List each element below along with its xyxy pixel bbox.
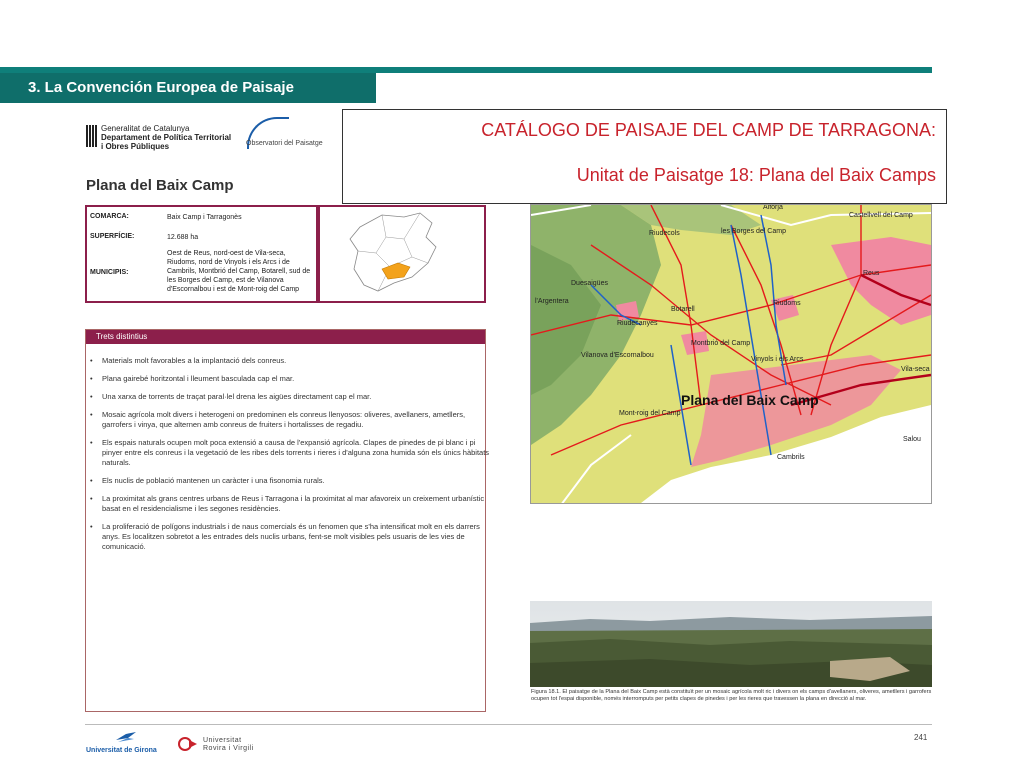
gencat-line-1: Generalitat de Catalunya <box>101 124 190 133</box>
landscape-photo-graphic <box>530 601 932 687</box>
place-label: Alforja <box>763 205 783 211</box>
info-table <box>85 205 318 303</box>
photo-caption: Figura 18.1. El paisatge de la Plana del Baix Camp està constituït per un mosaic agrícola molt ric i divers on els camps d'avellaners, oliveres, ametllers i garrofers ocupen tot l'espai disponible, només interromputs per petits clapes de pinedes i per les rieres que travessen la plana en direcció al mar. <box>531 689 932 702</box>
gencat-line-2: Departament de Política Territorial <box>101 133 232 142</box>
traits-heading: Trets distintius <box>86 330 485 344</box>
unit-name-heading: Plana del Baix Camp <box>86 177 234 194</box>
locator-map-graphic <box>320 207 484 301</box>
place-label: les Borges del Camp <box>721 228 786 235</box>
urv-line-2: Rovira i Virgili <box>203 745 254 752</box>
landscape-unit-map <box>530 204 932 504</box>
municipis-label: MUNICIPIS: <box>90 269 129 276</box>
place-label: Mont-roig del Camp <box>619 410 681 417</box>
trait-item: • Una xarxa de torrents de traçat paral·lel drena les aigües directament cap el mar. <box>102 392 494 402</box>
locator-map <box>318 205 486 303</box>
trait-item: • La proliferació de polígons industrials i de naus comercials és un fenomen que s'ha intensificat molt en els darrers anys. Es localitzen sobretot a les entrades dels nuclis urbans, fent-se molt visibles pels usuaris de les vies de comunicació. <box>102 522 494 552</box>
place-label: Riudoms <box>773 300 801 307</box>
urv-line-1: Universitat <box>203 737 242 744</box>
catalogue-title-line-2: Unitat de Paisatge 18: Plana del Baix Camps <box>576 165 936 185</box>
place-label: Reus <box>863 270 880 277</box>
traits-panel <box>85 329 490 712</box>
gencat-logo-text <box>101 124 231 151</box>
place-label: Montbrió del Camp <box>691 340 751 347</box>
landscape-photo <box>530 601 932 687</box>
catalogue-title-line-1: CATÁLOGO DE PAISAJE DEL CAMP DE TARRAGONA: <box>481 120 936 140</box>
trait-item: • Plana gairebé horitzontal i lleument basculada cap el mar. <box>102 374 494 384</box>
comarca-value: Baix Camp i Tarragonès <box>167 214 242 221</box>
page-number: 241 <box>914 733 928 742</box>
place-label: Vila-seca <box>901 366 930 373</box>
place-label: Vinyols i els Arcs <box>751 356 804 363</box>
footer-rule <box>85 724 932 725</box>
place-label: Riudecols <box>649 230 680 237</box>
place-label: Duesaigües <box>571 280 608 287</box>
place-label: l'Argentera <box>535 298 569 305</box>
urv-logo-icon <box>178 737 198 751</box>
gencat-logo-icon <box>86 125 98 147</box>
trait-item: • Mosaic agrícola molt divers i heterogeni on predominen els conreus llenyosos: oliveres, avellaners, ametllers, garrofers i vinya, que alternen amb conreus de fruiters i hortalisses de regadiu. <box>102 410 494 430</box>
place-label: Castellvell del Camp <box>849 212 913 219</box>
place-label: Vilanova d'Escornalbou <box>581 352 654 359</box>
place-label: Salou <box>903 436 921 443</box>
map-title: Plana del Baix Camp <box>681 392 819 408</box>
trait-item: • Materials molt favorables a la implantació dels conreus. <box>102 356 494 366</box>
traits-list <box>88 356 494 560</box>
section-title: 3. La Convención Europea de Paisaje <box>0 73 376 103</box>
urv-logo-text <box>203 737 254 753</box>
observatory-logo-text: Observatori del Paisatge <box>246 140 323 147</box>
place-label: Botarell <box>671 306 695 313</box>
udg-logo-icon <box>114 730 138 744</box>
trait-item: • Els nuclis de població mantenen un caràcter i una fisonomia rurals. <box>102 476 494 486</box>
map-graphic <box>531 205 931 503</box>
superficie-label: SUPERFÍCIE: <box>90 233 135 240</box>
place-label: Cambrils <box>777 454 805 461</box>
udg-logo-text: Universitat de Girona <box>86 747 157 754</box>
municipis-value: Oest de Reus, nord-oest de Vila-seca, Riudoms, nord de Vinyols i els Arcs i de Cambrils, Montbrió del Camp, Botarell, sud de les Borges del Camp, est de Vilanova d'Escornalbou i est de Mont-roig del Camp <box>167 250 311 293</box>
gencat-line-3: i Obres Públiques <box>101 142 170 151</box>
catalogue-title-box <box>342 109 947 204</box>
superficie-value: 12.688 ha <box>167 234 199 241</box>
trait-item: • Els espais naturals ocupen molt poca extensió a causa de l'expansió agrícola. Clapes de pinedes de pi blanc i pi pinyer entre els conreus i la vegetació de les ribes dels torrents i rieres i d'alguna zona humida són els únics hàbitats naturals. <box>102 438 494 468</box>
comarca-label: COMARCA: <box>90 213 129 220</box>
place-label: Riudecanyes <box>617 320 658 327</box>
trait-item: • La proximitat als grans centres urbans de Reus i Tarragona i la proximitat al mar afavoreix un creixement urbanístic basat en el residencialisme i les segones residències. <box>102 494 494 514</box>
